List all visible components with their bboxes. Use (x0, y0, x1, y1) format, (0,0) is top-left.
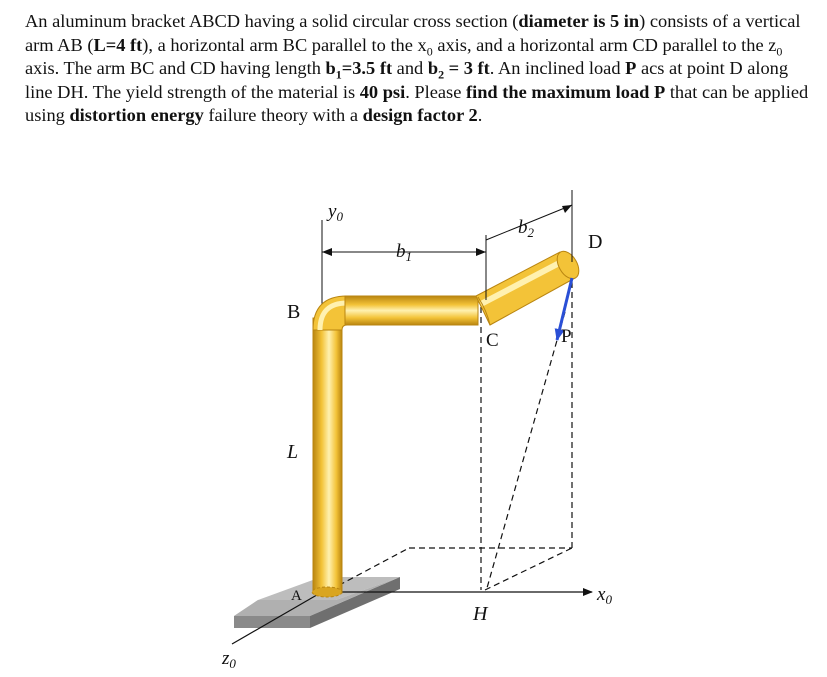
text-task: find the maximum load P (465, 81, 666, 102)
text-length-L: L=4 ft (93, 34, 143, 55)
label-z0: $z_0$ (222, 648, 236, 671)
text-yield-strength: 40 psi (359, 81, 406, 102)
text-segment: . (477, 105, 483, 126)
dash-D-to-H (487, 312, 565, 588)
dim-b2-arrow (562, 205, 572, 213)
label-b1: $b_1$ (396, 241, 412, 264)
dim-b1-arrow-left (322, 248, 332, 256)
text-segment: ), a horizontal arm BC parallel to the x (142, 34, 427, 55)
text-diameter: diameter is 5 in (518, 11, 640, 31)
label-H: H (473, 603, 488, 625)
end-A-cap (312, 587, 342, 597)
text-sub: 0 (776, 44, 783, 59)
arm-AB (313, 318, 342, 593)
label-y0: $y_0$ (328, 201, 343, 224)
label-D: D (588, 231, 603, 253)
text-segment: failure theory with a (203, 105, 363, 126)
text-load-P: P (625, 58, 637, 79)
text-segment: An aluminum bracket ABCD having a solid circular cross section ( (25, 11, 519, 31)
text-segment: that can be applied using (25, 81, 809, 126)
dim-b1-arrow-right (476, 248, 486, 256)
text-theory: distortion energy (69, 105, 204, 126)
text-sub: 0 (426, 44, 433, 59)
label-x0: $x_0$ (597, 584, 612, 607)
text-segment: . Please (405, 81, 466, 102)
text-segment: . An inclined load (489, 58, 626, 79)
text-segment: acs at point D along line DH. The yield strength of the material is (25, 58, 789, 102)
text-segment: axis, and a horizontal arm CD parallel to the z (432, 34, 777, 55)
label-b2: $b_2$ (518, 217, 534, 240)
label-P: P (561, 326, 572, 347)
text-segment: and (392, 58, 428, 79)
arm-BC (345, 296, 478, 325)
label-C: C (486, 330, 499, 351)
label-A: A (291, 588, 302, 604)
label-B: B (287, 301, 301, 323)
bracket (312, 248, 583, 597)
base-plate-front (234, 616, 310, 628)
label-L: L (287, 441, 299, 463)
text-b1: $b_1=3.5$ ft (325, 58, 393, 82)
dash-H-to-D-base (485, 548, 572, 590)
text-segment: axis. The arm BC and CD having length (25, 58, 326, 79)
text-segment: ) consists of a vertical arm AB ( (25, 11, 801, 55)
text-design-factor: design factor 2 (362, 105, 478, 126)
text-b2: $b_2 = 3$ ft (427, 58, 490, 82)
